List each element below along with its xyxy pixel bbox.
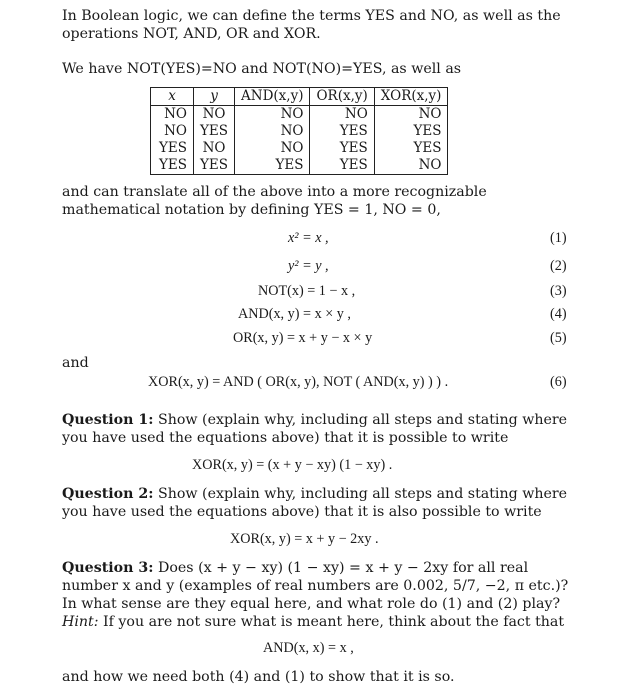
table-row <box>151 106 448 124</box>
table-row <box>151 157 448 175</box>
cell: YES <box>235 157 310 175</box>
equation-3: NOT(x) = 1 − x , <box>258 283 356 299</box>
question-1-equation: XOR(x, y) = (x + y − xy) (1 − xy) . <box>192 457 393 473</box>
header-and: AND(x,y) <box>235 88 310 106</box>
question-1-label: Question 1: <box>62 412 154 428</box>
equation-5-number: (5) <box>550 330 567 346</box>
cell: YES <box>374 140 448 157</box>
question-3-equation: AND(x, x) = x , <box>263 640 354 656</box>
truth-table <box>150 87 448 175</box>
cell: NO <box>235 106 310 124</box>
question-1 <box>62 411 574 447</box>
header-or: OR(x,y) <box>310 88 374 106</box>
cell: YES <box>194 157 235 175</box>
cell: NO <box>235 123 310 140</box>
question-1-text: Show (explain why, including all steps and stating where you have used the equations above) that it is possible to write <box>62 412 568 446</box>
question-3-text: Does (x + y − xy) (1 − xy) = x + y − 2xy for all real number x and y (examples of real numbers are 0.002, 5/7, −2, π etc.)? In what sense are they equal here, and what role do (1) and (2) play? <box>62 560 569 612</box>
table-row <box>151 140 448 157</box>
have-line: We have NOT(YES)=NO and NOT(NO)=YES, as well as <box>62 61 462 77</box>
equation-6-number: (6) <box>550 374 567 390</box>
equation-2-number: (2) <box>550 258 567 274</box>
table-row <box>151 123 448 140</box>
cell: YES <box>194 123 235 140</box>
question-3 <box>62 559 574 631</box>
equation-5: OR(x, y) = x + y − x × y <box>233 330 373 346</box>
cell: NO <box>310 106 374 124</box>
cell: YES <box>310 140 374 157</box>
equation-6: XOR(x, y) = AND ( OR(x, y), NOT ( AND(x, y) ) ) . <box>148 374 449 390</box>
equation-4-number: (4) <box>550 306 567 322</box>
question-2-text: Show (explain why, including all steps and stating where you have used the equations above) that it is also possible to write <box>62 486 568 520</box>
cell: NO <box>374 106 448 124</box>
question-3-label: Question 3: <box>62 560 154 576</box>
cell: NO <box>151 106 194 124</box>
hint-label: Hint: <box>62 614 99 630</box>
closing-line: and how we need both (4) and (1) to show that it is so. <box>62 669 455 685</box>
intro-paragraph: In Boolean logic, we can define the terms YES and NO, as well as the operations NOT, AND, OR and XOR. <box>62 8 561 42</box>
cell: NO <box>194 106 235 124</box>
question-2-equation: XOR(x, y) = x + y − 2xy . <box>230 531 379 547</box>
cell: YES <box>151 157 194 175</box>
hint-text: If you are not sure what is meant here, think about the fact that <box>103 614 565 630</box>
equation-4: AND(x, y) = x × y , <box>238 306 351 322</box>
equation-1-number: (1) <box>550 230 567 246</box>
question-2 <box>62 485 574 521</box>
cell: NO <box>151 123 194 140</box>
equation-3-number: (3) <box>550 283 567 299</box>
and-word: and <box>62 355 89 371</box>
equation-2: y² = y , <box>288 258 329 274</box>
cell: YES <box>151 140 194 157</box>
cell: NO <box>374 157 448 175</box>
header-xor: XOR(x,y) <box>374 88 448 106</box>
cell: YES <box>374 123 448 140</box>
cell: NO <box>235 140 310 157</box>
cell: NO <box>194 140 235 157</box>
translate-paragraph: and can translate all of the above into a more recognizable mathematical notation by defining YES = 1, NO = 0, <box>62 184 487 218</box>
header-x: x <box>151 88 194 106</box>
cell: YES <box>310 157 374 175</box>
equation-1: x² = x , <box>288 230 329 246</box>
question-2-label: Question 2: <box>62 486 154 502</box>
truth-table-header <box>151 88 448 106</box>
cell: YES <box>310 123 374 140</box>
header-y: y <box>194 88 235 106</box>
